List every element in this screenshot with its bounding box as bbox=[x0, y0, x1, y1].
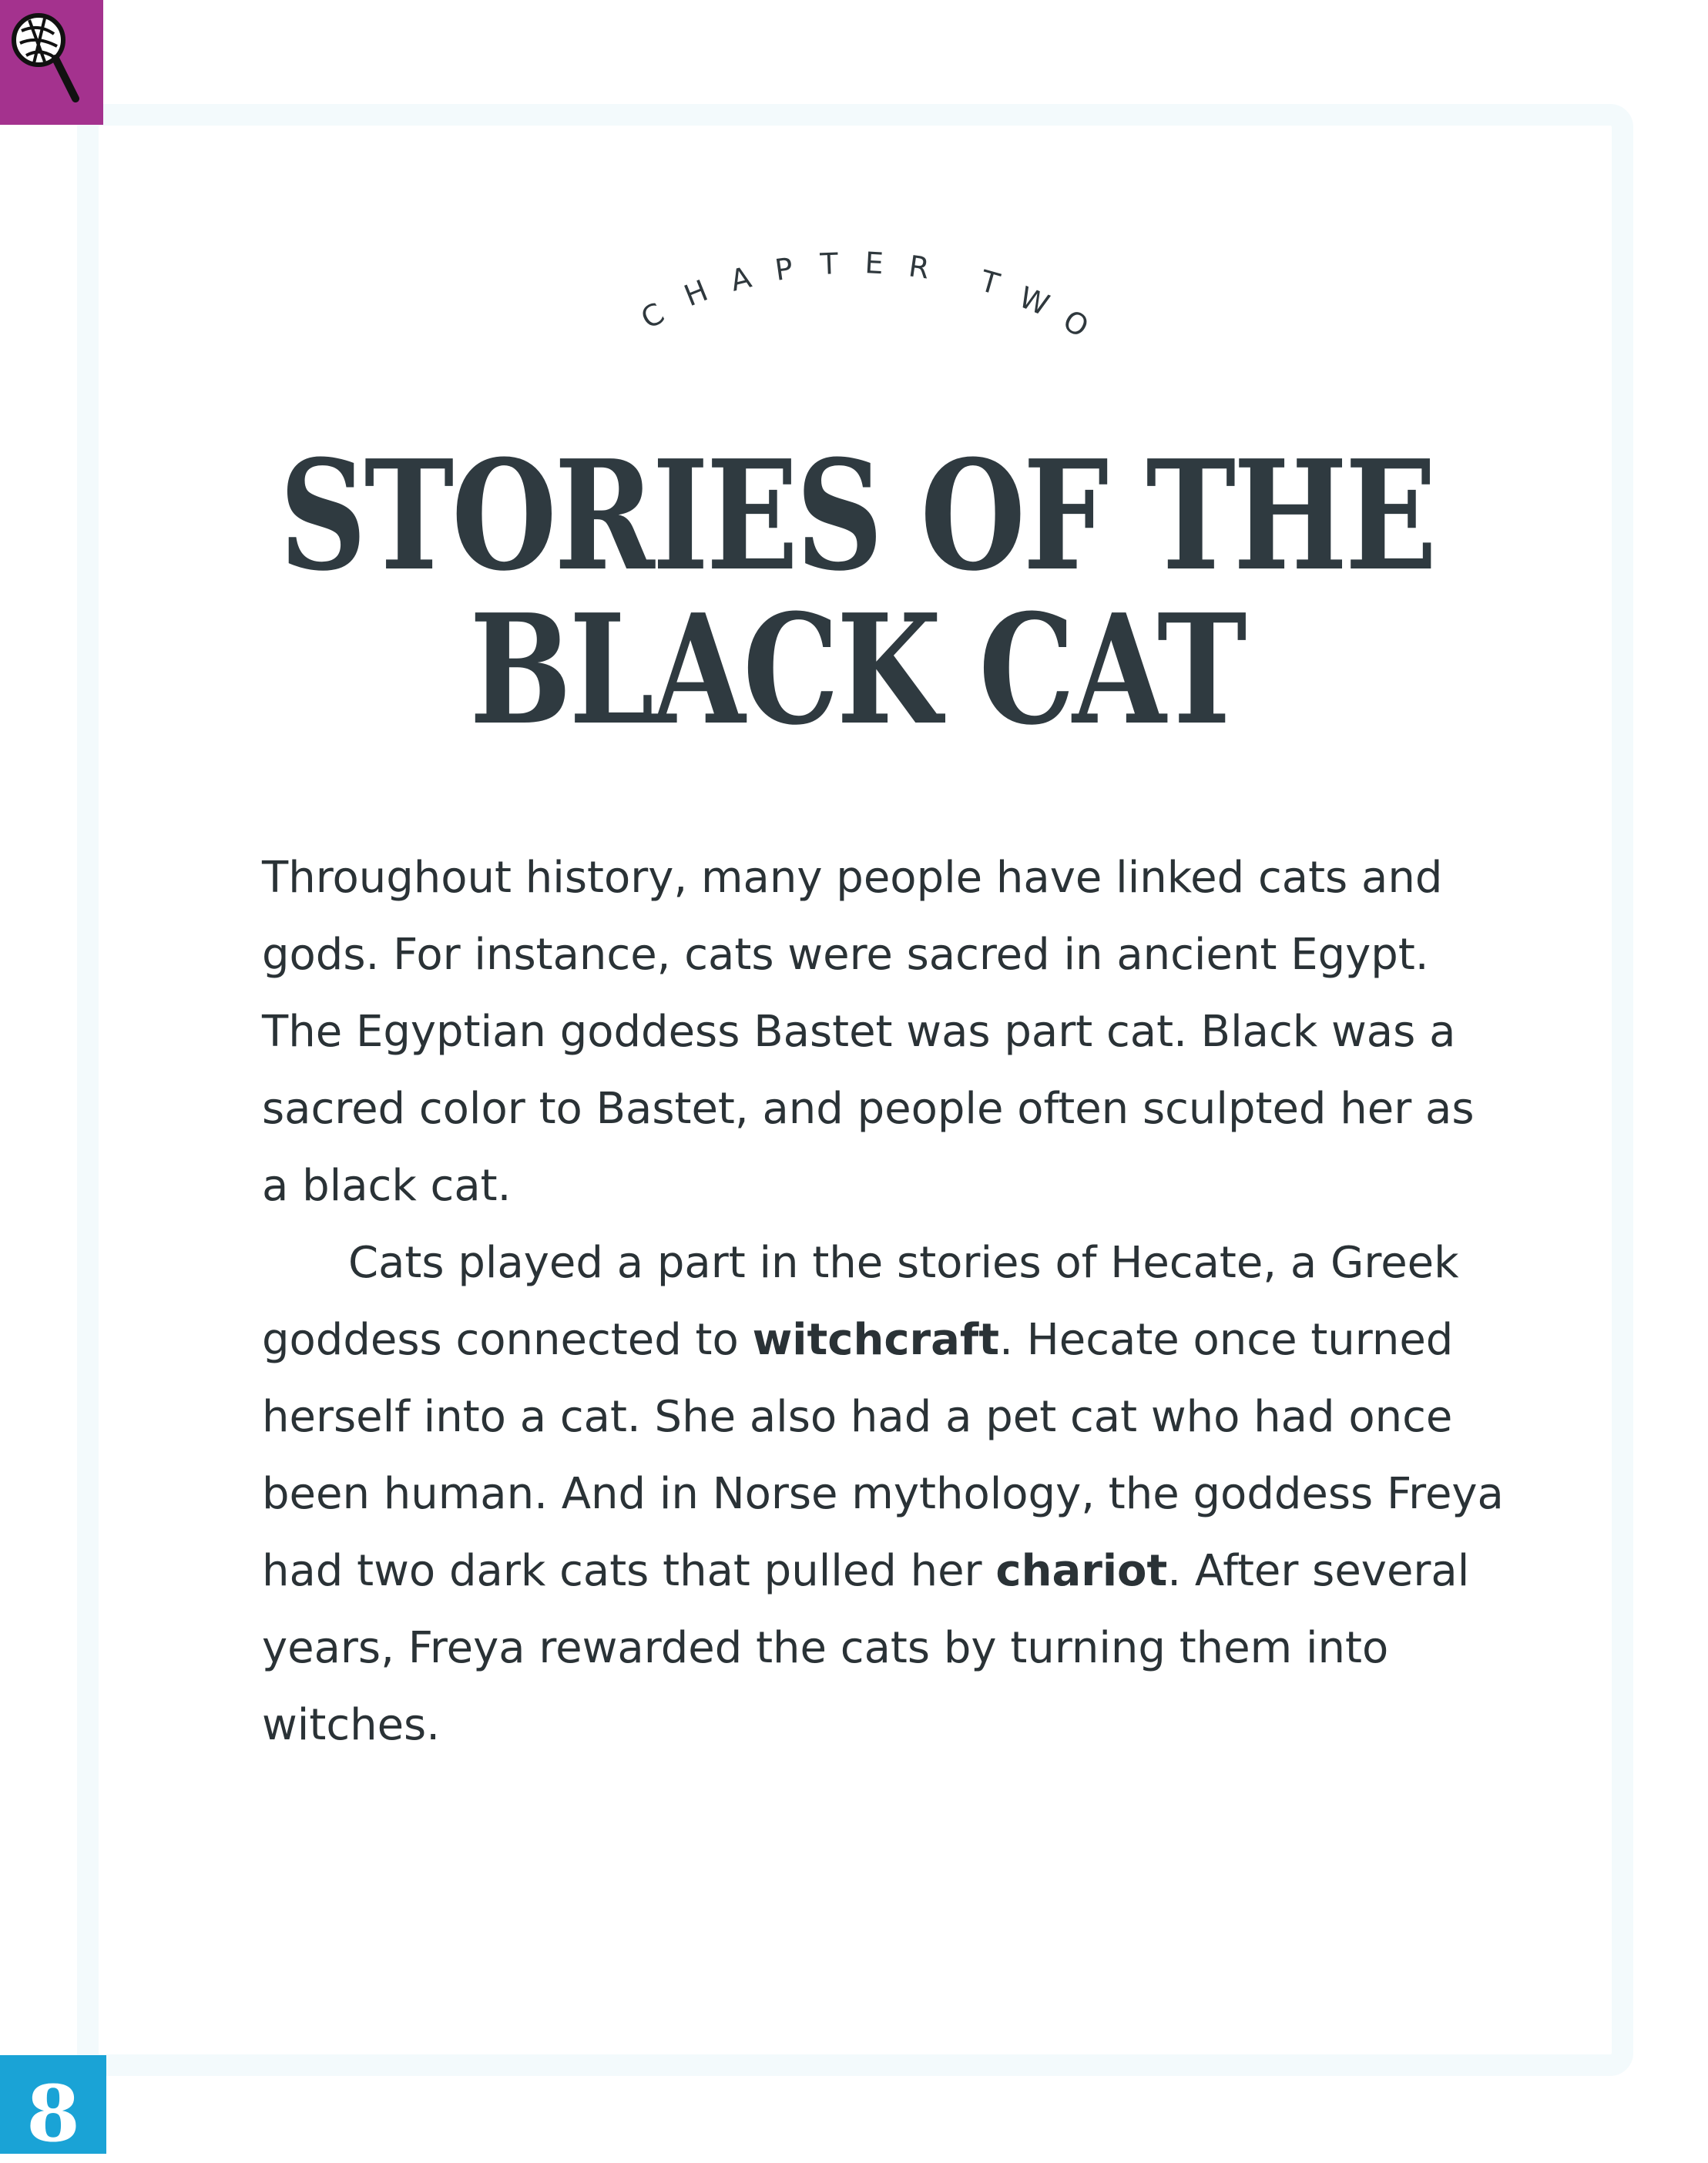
title-line-1: STORIES OF THE bbox=[279, 428, 1435, 605]
chapter-letter: P bbox=[773, 251, 795, 287]
chapter-letter: A bbox=[726, 260, 755, 298]
title-line-2: BLACK CAT bbox=[469, 582, 1245, 759]
chapter-letter: O bbox=[1057, 303, 1095, 344]
chapter-letter: W bbox=[1014, 280, 1054, 323]
chapter-letter: R bbox=[906, 249, 932, 286]
page-title bbox=[174, 428, 1541, 759]
glossary-term-chariot: chariot bbox=[995, 1546, 1168, 1596]
magnifying-glass-icon bbox=[6, 8, 83, 108]
chapter-label bbox=[601, 231, 1186, 354]
paragraph-1: Throughout history, many people have linked cats and gods. For instance, cats were sacred in ancient Egypt. The Egyptian goddess Bastet was part cat. Black was a sacred color to Bastet, and people often sculpted her as a black cat. bbox=[262, 853, 1475, 1211]
chapter-letter: E bbox=[864, 246, 884, 281]
corner-badge bbox=[0, 0, 103, 125]
paragraph-2 bbox=[262, 1225, 1510, 1764]
paragraph-2-text-b: . Hecate once turned herself into a cat. She also had a pet cat who had once been human. And in Norse mythology, the goddess Freya had two dark cats that pulled her bbox=[262, 1315, 1504, 1596]
body-text bbox=[262, 840, 1510, 1764]
chapter-letter: H bbox=[679, 273, 713, 314]
page-number: 8 bbox=[0, 2055, 106, 2154]
paragraph-2-text-a: Cats played a part in the stories of Hecate, a Greek goddess connected to bbox=[262, 1238, 1459, 1365]
glossary-term-witchcraft: witchcraft bbox=[752, 1315, 1000, 1365]
chapter-letter: T bbox=[976, 263, 1003, 302]
chapter-letter: C bbox=[635, 296, 670, 336]
chapter-letter: T bbox=[819, 246, 839, 281]
paragraph-2-text-c: . After several years, Freya rewarded the cats by turning them into witches. bbox=[262, 1546, 1470, 1750]
